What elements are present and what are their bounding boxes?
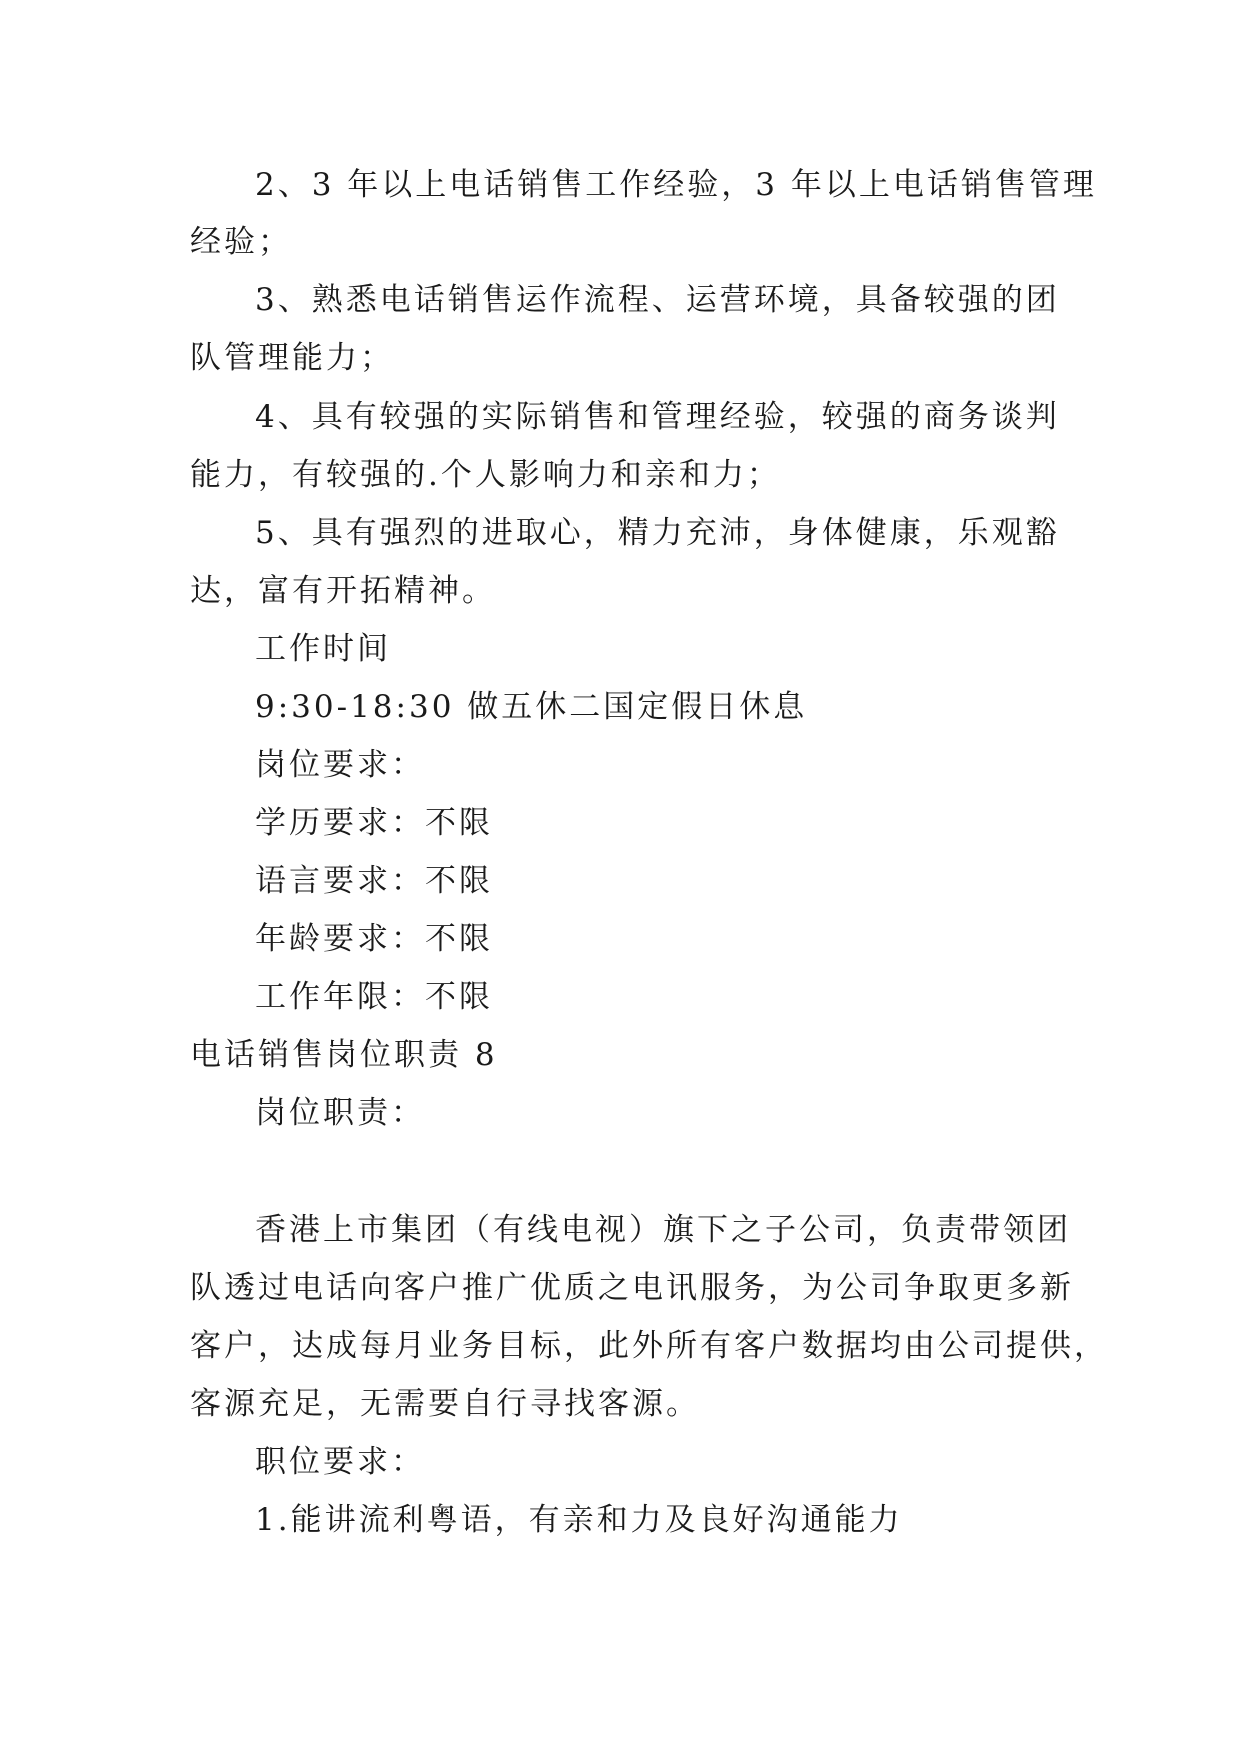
education-requirement: 学历要求：不限 xyxy=(255,805,493,841)
requirement-4-line-2: 能力，有较强的.个人影响力和亲和力； xyxy=(190,457,781,493)
requirement-2-line-2: 经验； xyxy=(190,224,292,260)
requirement-4-line-1: 4、具有较强的实际销售和管理经验，较强的商务谈判 xyxy=(255,399,1060,435)
work-hours-value: 9:30-18:30 做五休二国定假日休息 xyxy=(255,689,808,725)
duties-paragraph-line-3: 客户，达成每月业务目标，此外所有客户数据均由公司提供， xyxy=(190,1328,1108,1364)
requirement-3-line-1: 3、熟悉电话销售运作流程、运营环境，具备较强的团 xyxy=(255,282,1060,318)
duties-paragraph-line-2: 队透过电话向客户推广优质之电讯服务，为公司争取更多新 xyxy=(190,1270,1074,1306)
duties-paragraph-line-4: 客源充足，无需要自行寻找客源。 xyxy=(190,1386,700,1422)
job-requirements-heading: 职位要求： xyxy=(255,1444,425,1480)
requirement-5-line-2: 达，富有开拓精神。 xyxy=(190,573,496,609)
experience-requirement: 工作年限：不限 xyxy=(255,979,493,1015)
work-hours-heading: 工作时间 xyxy=(255,631,391,667)
requirement-3-line-2: 队管理能力； xyxy=(190,340,394,376)
position-requirements-heading: 岗位要求： xyxy=(255,747,425,783)
job-requirement-1: 1.能讲流利粤语，有亲和力及良好沟通能力 xyxy=(255,1502,903,1538)
requirement-2-line-1: 2、3 年以上电话销售工作经验，3 年以上电话销售管理 xyxy=(255,167,1097,203)
language-requirement: 语言要求：不限 xyxy=(255,863,493,899)
section-title: 电话销售岗位职责 8 xyxy=(190,1037,498,1073)
requirement-5-line-1: 5、具有强烈的进取心，精力充沛，身体健康，乐观豁 xyxy=(255,515,1060,551)
duties-paragraph-line-1: 香港上市集团（有线电视）旗下之子公司，负责带领团 xyxy=(255,1212,1071,1248)
duties-heading: 岗位职责： xyxy=(255,1095,425,1131)
age-requirement: 年龄要求：不限 xyxy=(255,921,493,957)
